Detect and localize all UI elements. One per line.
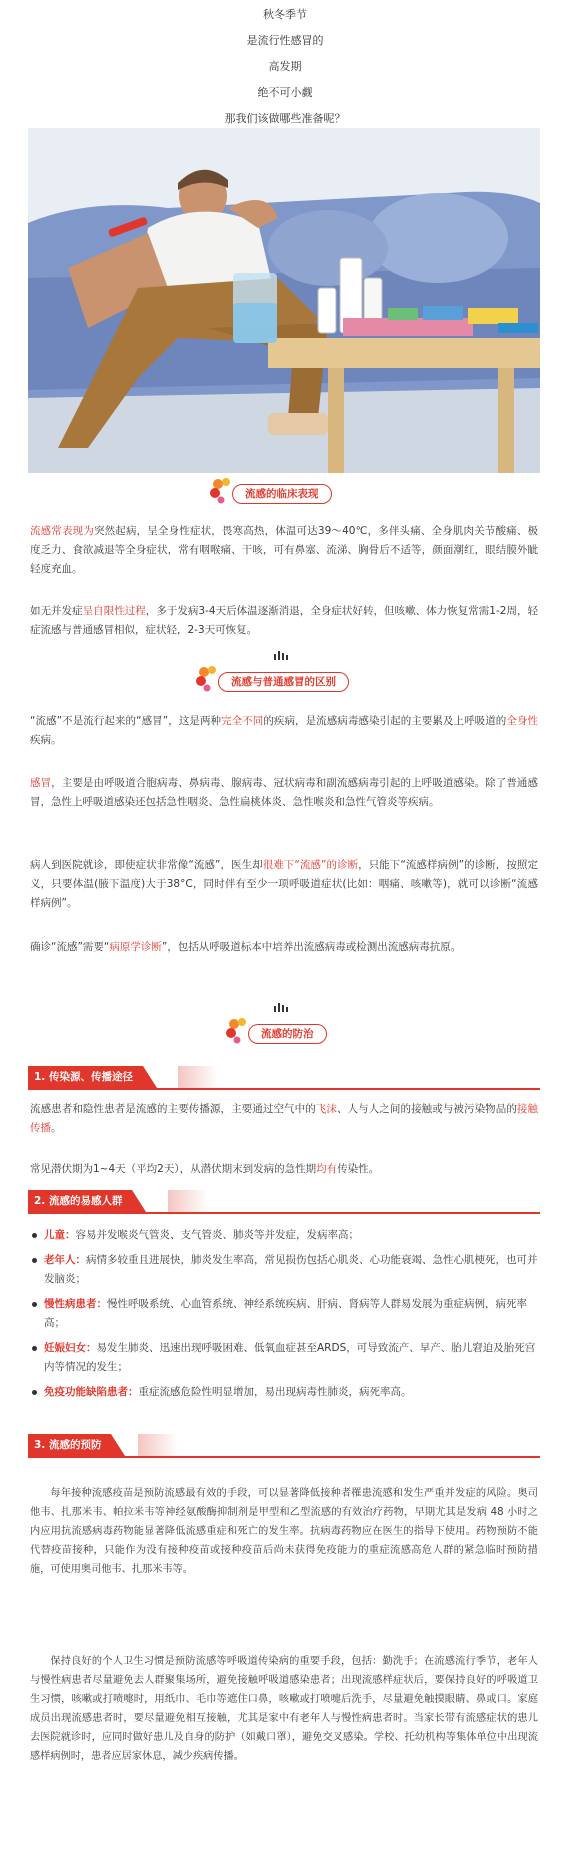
intro-line: 高发期 (268, 60, 302, 73)
intro-line: 秋冬季节 (263, 8, 307, 21)
highlight-text: 流感常表现为 (30, 525, 94, 537)
body-text: 的疾病，是流感病毒感染引起的主要累及上呼吸道的 (263, 715, 507, 727)
subheading-shade (178, 1066, 218, 1088)
body-text: 如无并发症 (30, 605, 83, 617)
body-text: 突然起病，呈全身性症状，畏寒高热，体温可达39～40℃，多伴头痛、全身肌肉关节酸痛、极度乏力、食欲减退等全身症状，常有咽喉痛、干咳，可有鼻塞、流涕、胸骨后不适等，颜面潮红，眼结膜外眦轻度充血。 (30, 525, 539, 575)
body-text: 确诊“流感”需要“ (30, 941, 110, 953)
group-key: 儿童： (44, 1229, 76, 1241)
body-text: ，多于发病3-4天后体温逐渐消退，全身症状好转，但咳嗽、体力恢复常需1-2周，轻症流感与普通感冒相似，症状轻，2-3天可恢复。 (30, 605, 538, 636)
body-text: 传染性。 (337, 1163, 380, 1175)
difference-paragraph-1 (30, 712, 538, 750)
list-item (28, 1339, 540, 1377)
intro-line: 那我们该做哪些准备呢？ (224, 112, 346, 125)
transmission-paragraph-1 (30, 1100, 538, 1138)
divider-icon (272, 650, 292, 660)
highlight-text: 均有 (316, 1163, 338, 1175)
highlight-text: 全身性 (506, 715, 539, 727)
highlight-text: 接触传播 (30, 1103, 539, 1134)
group-key: 妊娠妇女： (44, 1342, 97, 1354)
subheading-label: 1. 传染源、传播途径 (28, 1066, 143, 1088)
transmission-paragraph-2 (30, 1160, 538, 1179)
section-title: 流感的临床表现 (232, 484, 332, 504)
body-text: 常见潜伏期为1~4天（平均2天），从潜伏期末到发病的急性期 (30, 1163, 317, 1175)
group-text: 重症流感危险性明显增加，易出现病毒性肺炎，病死率高。 (138, 1386, 412, 1398)
subheading-susceptible (28, 1190, 540, 1214)
list-item (28, 1251, 540, 1289)
subheading-shade (168, 1190, 208, 1212)
body-text: 流感患者和隐性患者是流感的主要传播源，主要通过空气中的 (30, 1103, 316, 1115)
subheading-label: 2. 流感的易感人群 (28, 1190, 132, 1212)
group-text: 容易并发喉炎气管炎、支气管炎、肺炎等并发症，发病率高； (75, 1229, 359, 1241)
group-text: 病情多较重且进展快，肺炎发生率高，常见损伤包括心肌炎、心功能衰竭、急性心肌梗死，也可并发脑炎； (44, 1254, 538, 1285)
intro-line: 是流行性感冒的 (246, 34, 324, 47)
group-key: 免疫功能缺陷患者： (44, 1386, 139, 1398)
clinical-paragraph-2 (30, 602, 538, 640)
group-text: 易发生肺炎、迅速出现呼吸困难、低氧血症甚至ARDS，可导致流产、早产、胎儿窘迫及胎死宫内等情况的发生； (44, 1342, 536, 1373)
body-text: 、人与人之间的接触或与被污染物品的 (336, 1103, 517, 1115)
body-text: 疾病。 (30, 734, 62, 746)
group-text: 慢性呼吸系统、心血管系统、神经系统疾病、肝病、肾病等人群易发展为重症病例，病死率高； (44, 1298, 527, 1329)
body-text: ，主要是由呼吸道合胞病毒、鼻病毒、腺病毒、冠状病毒和副流感病毒引起的上呼吸道感染。除了普通感冒，急性上呼吸道感染还包括急性咽炎、急性扁桃体炎、急性喉炎和急性气管炎等疾病。 (30, 777, 538, 808)
intro-line: 绝不可小觑 (257, 86, 313, 99)
list-item (28, 1226, 540, 1245)
subheading-transmission (28, 1066, 540, 1090)
highlight-text: 很难下“流感”的诊断 (262, 859, 359, 871)
body-text: ，只能下“流感样病例”的诊断，按照定义，只要体温(腋下温度)大于38°C，同时伴有至少一项呼吸道症状(比如：咽痛、咳嗽等)，就可以诊断“流感样病例”。 (30, 859, 538, 909)
section-title: 流感的防治 (248, 1024, 327, 1044)
subheading-label: 3. 流感的预防 (28, 1434, 111, 1456)
body-text: “流感”不是流行起来的“感冒”，这是两种 (30, 715, 222, 727)
difference-paragraph-4 (30, 938, 538, 957)
highlight-text: 感冒 (30, 777, 52, 789)
body-text: ”，包括从呼吸道标本中培养出流感病毒或检测出流感病毒抗原。 (161, 941, 462, 953)
clinical-paragraph-1 (30, 522, 538, 579)
highlight-text: 飞沫 (315, 1103, 337, 1115)
group-key: 老年人： (44, 1254, 86, 1266)
highlight-text: 完全不同 (221, 715, 264, 727)
highlight-text: 呈自限性过程 (82, 605, 146, 617)
subheading-prevention (28, 1434, 540, 1458)
body-text: 病人到医院就诊，即使症状非常像“流感”，医生却 (30, 859, 263, 871)
divider-icon (272, 1002, 292, 1012)
list-item (28, 1383, 540, 1402)
section-title: 流感与普通感冒的区别 (218, 672, 349, 692)
difference-paragraph-3 (30, 856, 538, 913)
prevention-paragraph-1: 每年接种流感疫苗是预防流感最有效的手段，可以显著降低接种者罹患流感和发生严重并发症的风险。奥司他韦、扎那米韦、帕拉米韦等神经氨酸酶抑制剂是甲型和乙型流感的有效治疗药物，早期尤其是发病 48 小时之内应用抗流感病毒药物能显著降低流感重症和死亡的发生率。抗病毒药物应在医生的指导下使用。药物预防不能代替疫苗接种，只能作为没有接种疫苗或接种疫苗后尚未获得免疫能力的重症流感高危人群的紧急临时预防措施，可使用奥司他韦、扎那米韦等。 (30, 1488, 538, 1575)
susceptible-groups-list (28, 1226, 540, 1408)
difference-paragraph-2 (30, 774, 538, 812)
subheading-shade (138, 1434, 178, 1456)
section-badge-prevention (0, 1016, 570, 1052)
section-badge-clinical (0, 476, 570, 512)
sick-man-photo (28, 128, 540, 473)
group-key: 慢性病患者： (44, 1298, 107, 1310)
section-badge-difference (0, 664, 570, 700)
list-item (28, 1295, 540, 1333)
body-text: 。 (51, 1122, 62, 1134)
highlight-text: 病原学诊断 (109, 941, 162, 953)
prevention-paragraph-2: 保持良好的个人卫生习惯是预防流感等呼吸道传染病的重要手段，包括：勤洗手；在流感流行季节，老年人与慢性病患者尽量避免去人群聚集场所，避免接触呼吸道感染患者；出现流感样症状后，要保持良好的呼吸道卫生习惯，咳嗽或打喷嚏时，用纸巾、毛巾等遮住口鼻，咳嗽或打喷嚏后洗手，尽量避免触摸眼睛、鼻或口。家庭成员出现流感患者时，要尽量避免相互接触，尤其是家中有老年人与慢性病患者时。当家长带有流感症状的患儿去医院就诊时，应同时做好患儿及自身的防护（如戴口罩），避免交叉感染。学校、托幼机构等集体单位中出现流感样病例时，患者应居家休息，减少疾病传播。 (30, 1656, 538, 1762)
